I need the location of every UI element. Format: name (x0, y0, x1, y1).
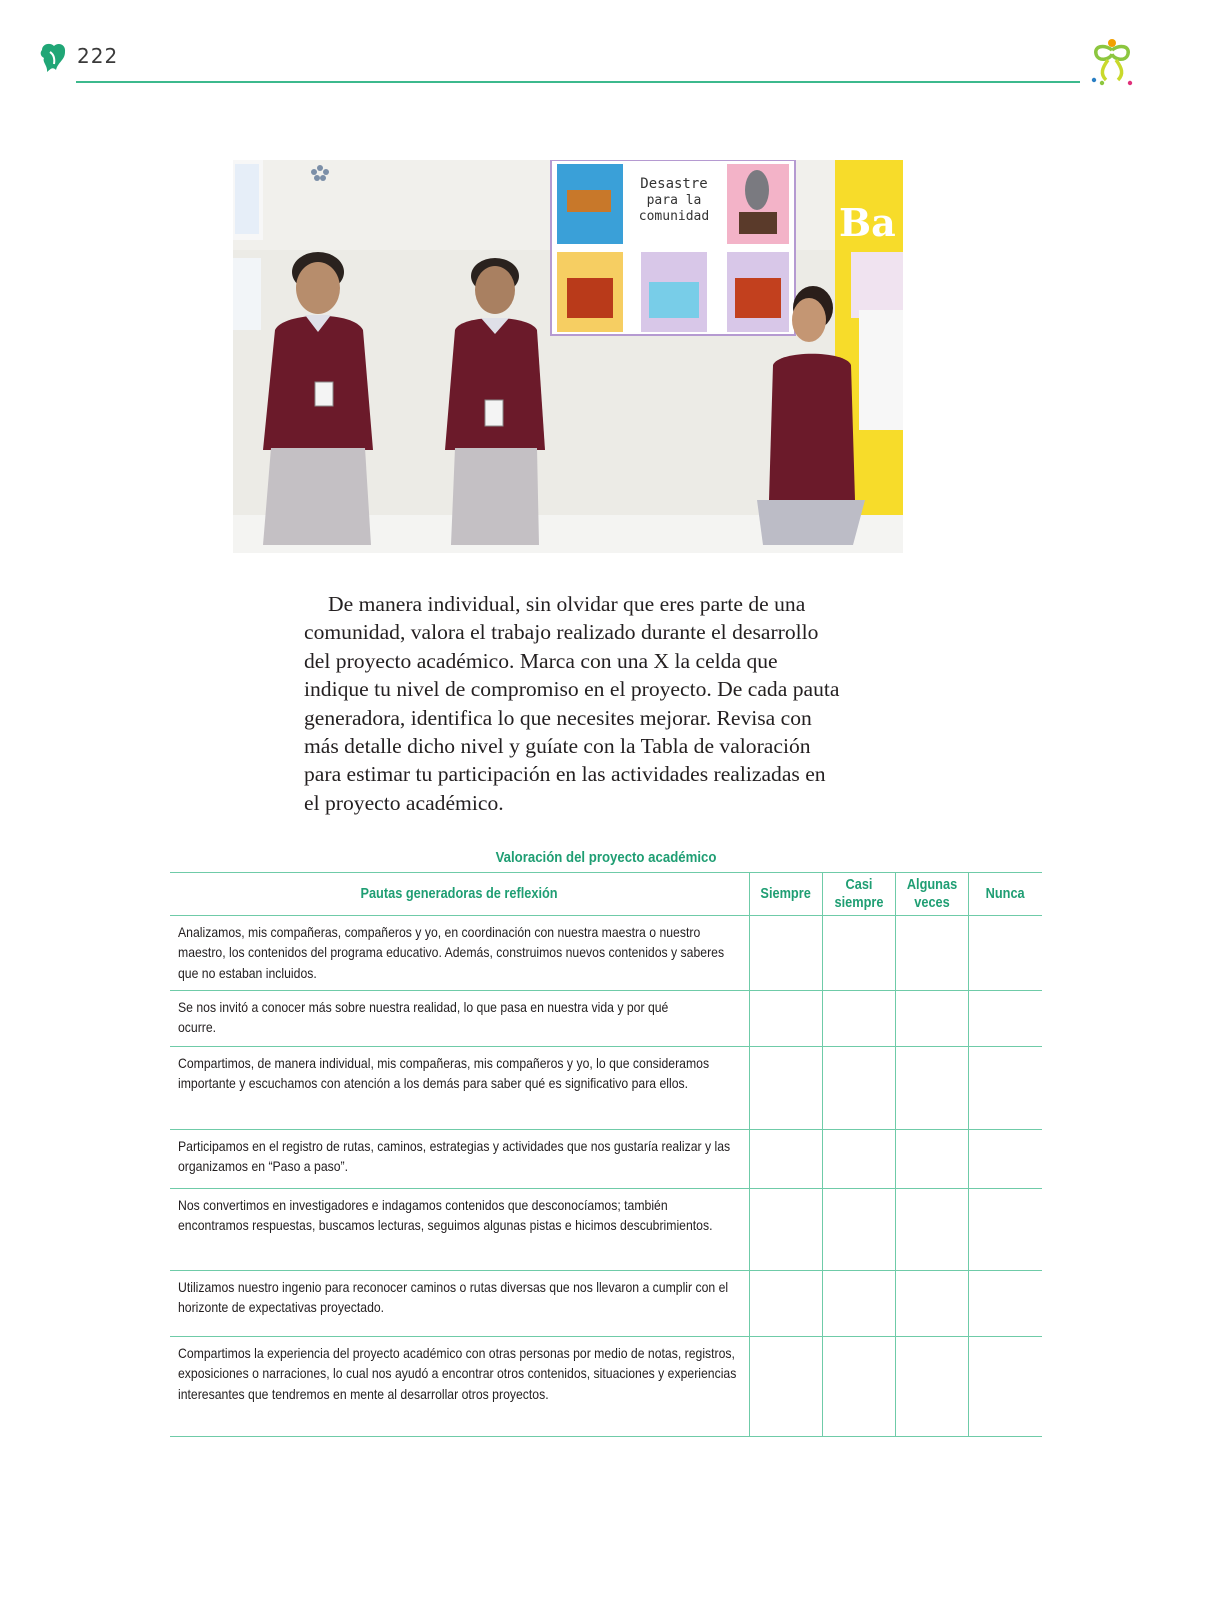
siempre-cell[interactable] (749, 1189, 822, 1271)
casi-siempre-cell[interactable] (822, 916, 895, 991)
algunas-veces-cell[interactable] (896, 1337, 969, 1437)
algunas-veces-cell[interactable] (896, 1047, 969, 1130)
algunas-veces-cell[interactable] (896, 916, 969, 991)
statement-cell: Compartimos, de manera individual, mis compañeras, mis compañeros y yo, lo que consideramos importante y escuchamos con atención a los demás para saber qué es significativo para ellos. (170, 1047, 749, 1130)
siempre-cell[interactable] (749, 1047, 822, 1130)
table-row (170, 1189, 1042, 1271)
algunas-veces-cell[interactable] (896, 991, 969, 1047)
instructions-paragraph (304, 590, 844, 817)
sign-fragment: Ba (839, 200, 896, 245)
table-header-row (170, 873, 1042, 916)
table-title: Valoración del proyecto académico (495, 849, 717, 866)
algunas-veces-cell[interactable] (896, 1189, 969, 1271)
siempre-cell[interactable] (749, 991, 822, 1047)
casi-siempre-cell[interactable] (822, 1337, 895, 1437)
header-rule (76, 81, 1080, 83)
casi-siempre-cell[interactable] (822, 1189, 895, 1271)
siempre-cell[interactable] (749, 916, 822, 991)
nem-emblem-icon (1084, 34, 1140, 86)
nunca-cell[interactable] (969, 991, 1042, 1047)
nunca-cell[interactable] (969, 1047, 1042, 1130)
casi-siempre-cell[interactable] (822, 991, 895, 1047)
table-row (170, 1047, 1042, 1130)
algunas-veces-cell[interactable] (896, 1130, 969, 1189)
casi-siempre-cell[interactable] (822, 1130, 895, 1189)
svg-text:para la: para la (646, 193, 702, 208)
table-row (170, 1337, 1042, 1437)
nunca-cell[interactable] (969, 1337, 1042, 1437)
statement-cell: Compartimos la experiencia del proyecto académico con otras personas por medio de notas, registros, exposiciones o narraciones, lo cual nos ayudó a encontrar otros contenidos, situaciones y experiencias interesantes que tendremos en mente al desarrollar otros proyectos. (170, 1337, 749, 1437)
nunca-cell[interactable] (969, 916, 1042, 991)
table-row (170, 916, 1042, 991)
statement-cell: Participamos en el registro de rutas, caminos, estrategias y actividades que nos gustaría realizar y las organizamos en “Paso a paso”. (170, 1130, 749, 1189)
nunca-cell[interactable] (969, 1130, 1042, 1189)
evaluation-table (170, 872, 1042, 1437)
header-siempre: Siempre (749, 873, 822, 916)
casi-siempre-cell[interactable] (822, 1271, 895, 1337)
statement-cell: Se nos invitó a conocer más sobre nuestra realidad, lo que pasa en nuestra vida y por qué ocurre. (170, 991, 749, 1047)
algunas-veces-cell[interactable] (896, 1271, 969, 1337)
siempre-cell[interactable] (749, 1337, 822, 1437)
nunca-cell[interactable] (969, 1189, 1042, 1271)
instructions-text: De manera individual, sin olvidar que eres parte de una comunidad, valora el trabajo realizado durante el desarrollo del proyecto académico. Marca con una X la celda que indique tu nivel de compromiso en el proyecto. De cada pauta generadora, identifica lo que necesites mejorar. Revisa con más detalle dicho nivel y guíate con la Tabla de valoración para estimar tu participación en las actividades realizadas en el proyecto académico. (304, 592, 840, 815)
header-pautas: Pautas generadoras de reflexión (170, 873, 749, 916)
page-number: 222 (77, 44, 119, 68)
header-casi-siempre: Casi siempre (822, 873, 895, 916)
statement-cell: Analizamos, mis compañeras, compañeros y yo, en coordinación con nuestra maestra o nuestro maestro, los contenidos del programa educativo. Además, construimos nuevos contenidos y saberes que no estaban incluidos. (170, 916, 749, 991)
header-algunas-veces: Algunas veces (896, 873, 969, 916)
table-row (170, 991, 1042, 1047)
classroom-photo (233, 160, 903, 553)
casi-siempre-cell[interactable] (822, 1047, 895, 1130)
table-row (170, 1130, 1042, 1189)
table-row (170, 1271, 1042, 1337)
poster-title: Desastre (640, 176, 708, 192)
statement-cell: Utilizamos nuestro ingenio para reconocer caminos o rutas diversas que nos llevaron a cumplir con el horizonte de expectativas proyectado. (170, 1271, 749, 1337)
siempre-cell[interactable] (749, 1271, 822, 1337)
svg-text:comunidad: comunidad (638, 209, 710, 224)
green-leaf-logo-icon (38, 40, 68, 74)
header-nunca: Nunca (969, 873, 1042, 916)
statement-cell: Nos convertimos en investigadores e indagamos contenidos que desconocíamos; también encontramos respuestas, buscamos lecturas, seguimos algunas pistas e hicimos descubrimientos. (170, 1189, 749, 1271)
siempre-cell[interactable] (749, 1130, 822, 1189)
nunca-cell[interactable] (969, 1271, 1042, 1337)
